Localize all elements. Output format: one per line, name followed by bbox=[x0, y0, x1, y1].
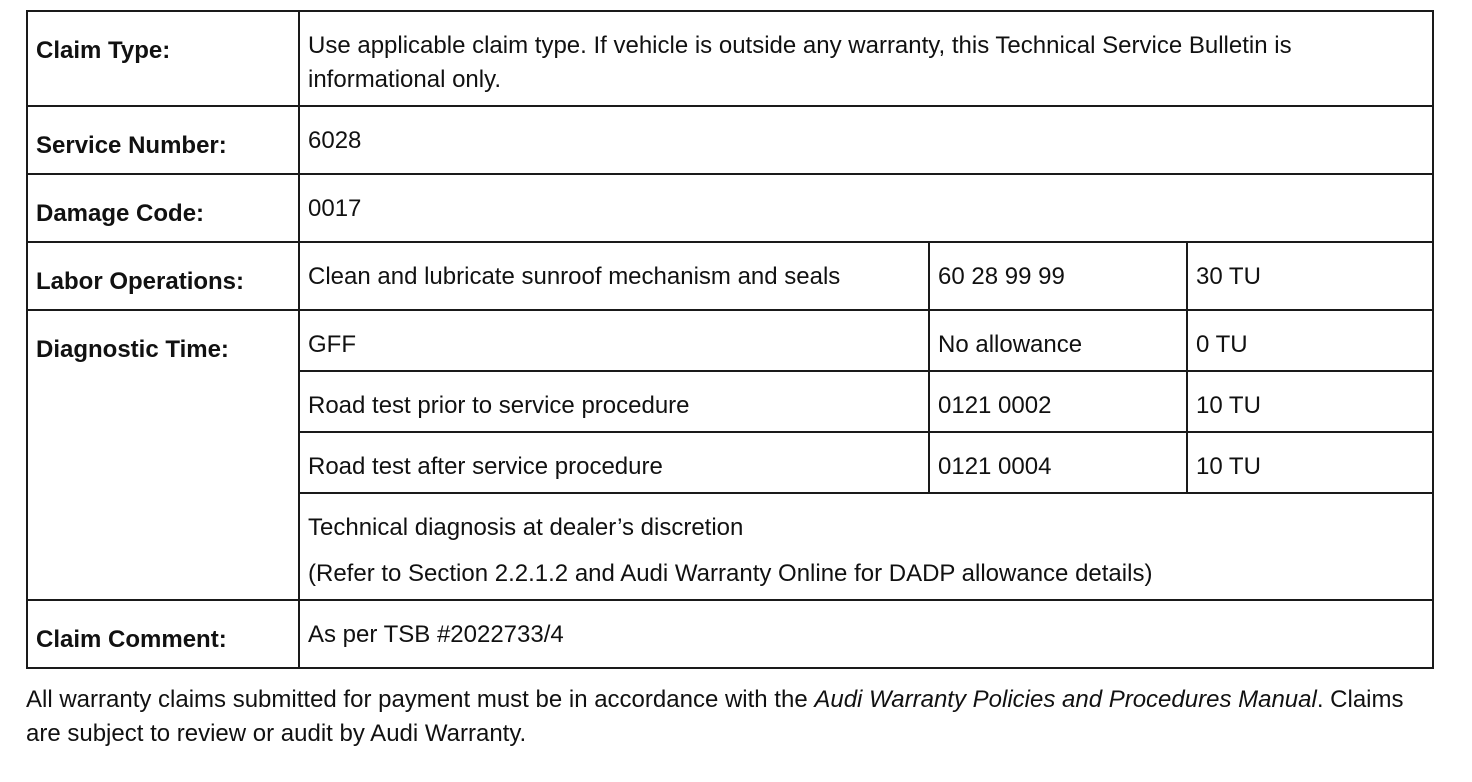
labor-operation-time: 30 TU bbox=[1187, 242, 1433, 310]
labor-operation-description: Clean and lubricate sunroof mechanism and seals bbox=[299, 242, 929, 310]
diagnostic-description: Road test after service procedure bbox=[299, 432, 929, 493]
service-number-value: 6028 bbox=[299, 106, 1433, 174]
diagnostic-time: 10 TU bbox=[1187, 432, 1433, 493]
claim-comment-value: As per TSB #2022733/4 bbox=[299, 600, 1433, 668]
service-number-label: Service Number: bbox=[27, 106, 299, 174]
diagnostic-code: 0121 0002 bbox=[929, 371, 1187, 432]
damage-code-value: 0017 bbox=[299, 174, 1433, 242]
diagnostic-note-line-1: Technical diagnosis at dealer’s discretion bbox=[308, 514, 744, 541]
disclaimer-text-end: . Claims are subject to review or audit by Audi Warranty. bbox=[26, 686, 1404, 747]
service-number-row bbox=[27, 106, 1433, 174]
disclaimer-text-start: All warranty claims submitted for payment must be in accordance with the bbox=[26, 686, 815, 713]
claim-type-label: Claim Type: bbox=[27, 11, 299, 106]
claim-comment-row bbox=[27, 600, 1433, 668]
diagnostic-note-line-2: (Refer to Section 2.2.1.2 and Audi Warranty Online for DADP allowance details) bbox=[308, 560, 1153, 587]
diagnostic-code: No allowance bbox=[929, 310, 1187, 371]
claim-comment-label: Claim Comment: bbox=[27, 600, 299, 668]
diagnostic-row bbox=[27, 310, 1433, 371]
diagnostic-description: Road test prior to service procedure bbox=[299, 371, 929, 432]
diagnostic-description: GFF bbox=[299, 310, 929, 371]
damage-code-label: Damage Code: bbox=[27, 174, 299, 242]
diagnostic-time: 10 TU bbox=[1187, 371, 1433, 432]
labor-operations-label: Labor Operations: bbox=[27, 242, 299, 310]
warranty-disclaimer bbox=[26, 683, 1432, 751]
claim-type-row bbox=[27, 11, 1433, 106]
labor-operation-code: 60 28 99 99 bbox=[929, 242, 1187, 310]
diagnostic-code: 0121 0004 bbox=[929, 432, 1187, 493]
warranty-manual-title: Audi Warranty Policies and Procedures Manual bbox=[814, 686, 1317, 713]
diagnostic-note bbox=[299, 493, 1433, 600]
diagnostic-time: 0 TU bbox=[1187, 310, 1433, 371]
diagnostic-time-label: Diagnostic Time: bbox=[27, 310, 299, 600]
damage-code-row bbox=[27, 174, 1433, 242]
claim-type-value: Use applicable claim type. If vehicle is outside any warranty, this Technical Service Bulletin is informational only. bbox=[299, 11, 1433, 106]
warranty-claim-document bbox=[26, 10, 1432, 775]
labor-operations-row bbox=[27, 242, 1433, 310]
claim-info-table bbox=[26, 10, 1434, 669]
